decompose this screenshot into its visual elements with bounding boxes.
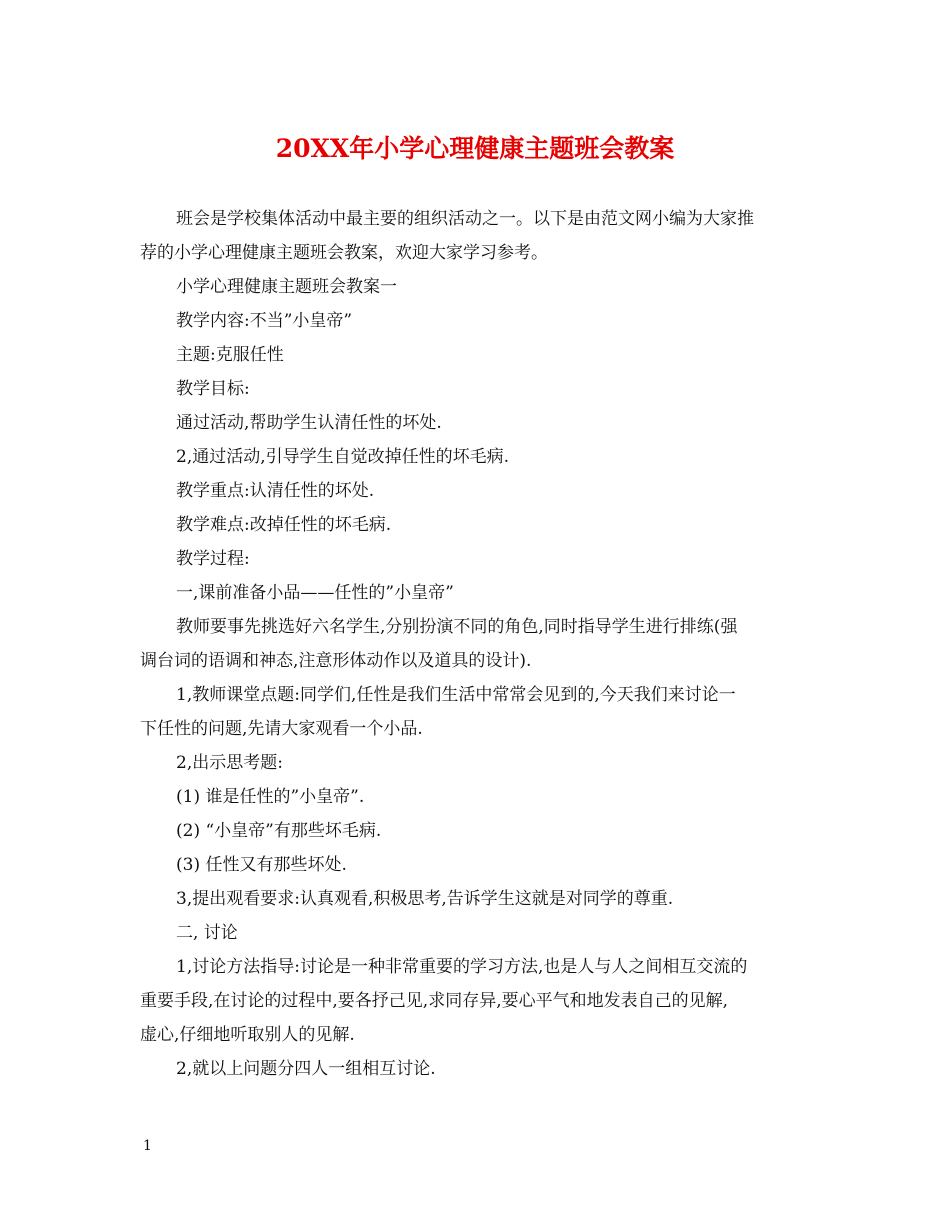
paragraph-line: 教学过程: [176, 549, 250, 569]
paragraph-line: (1) 谁是任性的”小皇帝”. [176, 787, 365, 807]
paragraph-line: 荐的小学心理健康主题班会教案，欢迎大家学习参考。 [140, 243, 548, 263]
paragraph-line: 教学难点:改掉任性的坏毛病. [176, 515, 392, 535]
page-number: 1 [143, 1138, 152, 1154]
paragraph-line: 教学重点:认清任性的坏处. [176, 481, 375, 501]
paragraph-line: 下任性的问题,先请大家观看一个小品. [140, 719, 423, 739]
paragraph-line: 1,教师课堂点题:同学们,任性是我们生活中常常会见到的,今天我们来讨论一 [176, 685, 736, 705]
paragraph-line: 调台词的语调和神态,注意形体动作以及道具的设计). [140, 651, 532, 671]
paragraph-line: 2,出示思考题: [176, 753, 283, 773]
document-title: 20XX年小学心理健康主题班会教案 [275, 134, 675, 163]
paragraph-line: 2,就以上问题分四人一组相互讨论. [176, 1059, 436, 1079]
paragraph-line: 小学心理健康主题班会教案一 [176, 277, 397, 297]
paragraph-line: 2,通过活动,引导学生自觉改掉任性的坏毛病. [176, 447, 510, 467]
paragraph-line: 教学目标: [176, 379, 250, 399]
paragraph-line: 重要手段,在讨论的过程中,要各抒己见,求同存异,要心平气和地发表自己的见解, [140, 991, 729, 1011]
paragraph-line: 教学内容:不当”小皇帝” [176, 311, 353, 331]
paragraph-line: 班会是学校集体活动中最主要的组织活动之一。以下是由范文网小编为大家推 [176, 209, 754, 229]
paragraph-line: 主题:克服任性 [176, 345, 284, 365]
paragraph-line: 1,讨论方法指导:讨论是一种非常重要的学习方法,也是人与人之间相互交流的 [176, 957, 748, 977]
paragraph-line: 一,课前准备小品——任性的”小皇帝” [176, 583, 454, 603]
paragraph-line: 二, 讨论 [176, 923, 238, 943]
paragraph-line: 教师要事先挑选好六名学生,分别扮演不同的角色,同时指导学生进行排练(强 [176, 617, 738, 637]
paragraph-line: 3,提出观看要求:认真观看,积极思考,告诉学生这就是对同学的尊重. [176, 889, 674, 909]
paragraph-line: 虚心,仔细地听取别人的见解. [140, 1025, 355, 1045]
paragraph-line: 通过活动,帮助学生认清任性的坏处. [176, 413, 442, 433]
paragraph-line: (2) “小皇帝”有那些坏毛病. [176, 821, 382, 841]
paragraph-line: (3) 任性又有那些坏处. [176, 855, 347, 875]
document-body [140, 202, 812, 1086]
